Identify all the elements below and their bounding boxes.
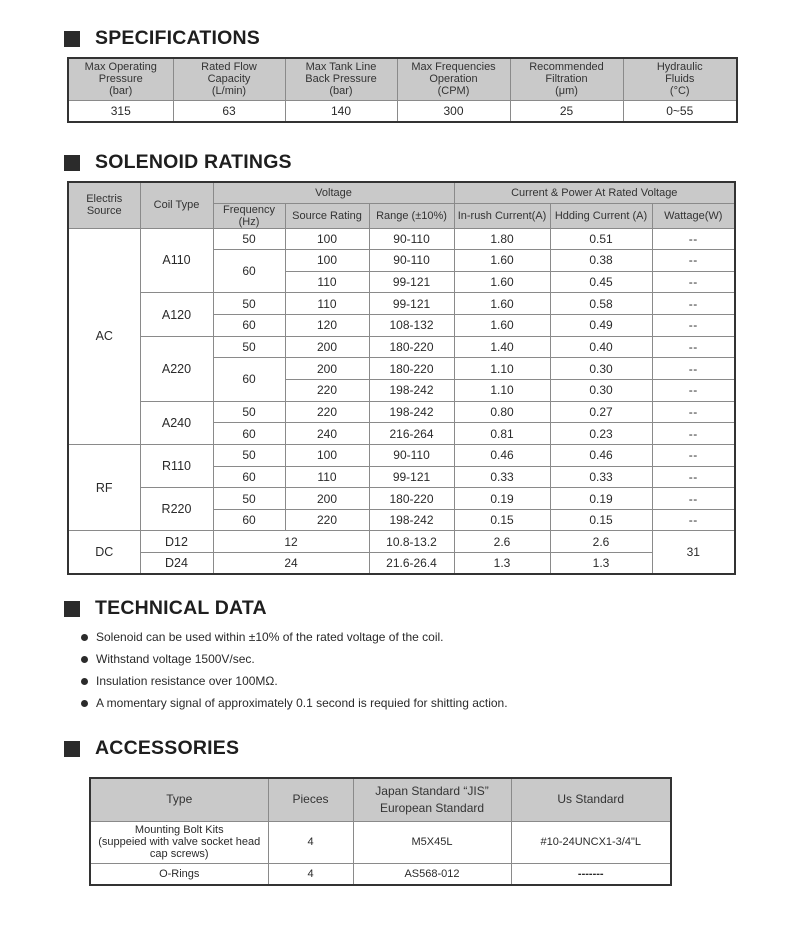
frequency-cell: 50	[213, 336, 285, 358]
heading-square-icon	[64, 601, 80, 617]
range-cell: 180-220	[369, 358, 454, 380]
rating-cell: 200	[285, 336, 369, 358]
jis-cell: AS568-012	[353, 863, 511, 885]
frequency-cell: 50	[213, 488, 285, 510]
range-cell: 180-220	[369, 488, 454, 510]
spec-value-frequencies: 300	[397, 100, 510, 122]
range-cell: 99-121	[369, 466, 454, 488]
header-frequency: Frequency (Hz)	[213, 203, 285, 228]
spec-value-filtration: 25	[510, 100, 623, 122]
rating-cell: 220	[285, 379, 369, 401]
spec-header-filtration: Recommended Filtration (μm)	[510, 58, 623, 100]
list-item: Solenoid can be used within ±10% of the rated voltage of the coil.	[81, 626, 508, 648]
range-cell: 180-220	[369, 336, 454, 358]
table-row	[68, 444, 735, 466]
wattage-cell: --	[652, 444, 735, 466]
wattage-cell: --	[652, 271, 735, 293]
type-cell: Mounting Bolt Kits (suppeied with valve socket head cap screws)	[90, 821, 268, 863]
header-jis-standard: Japan Standard “JIS” European Standard	[353, 778, 511, 821]
inrush-cell: 1.80	[454, 228, 550, 250]
table-row	[68, 488, 735, 510]
rating-cell: 110	[285, 271, 369, 293]
type-cell: O-Rings	[90, 863, 268, 885]
specifications-table	[67, 57, 738, 123]
range-cell: 108-132	[369, 315, 454, 337]
pieces-cell: 4	[268, 863, 353, 885]
header-electris-source: Electris Source	[68, 182, 140, 228]
range-cell: 198-242	[369, 401, 454, 423]
wattage-cell: --	[652, 466, 735, 488]
heading-square-icon	[64, 155, 80, 171]
spec-value-flow: 63	[173, 100, 285, 122]
accessories-heading	[64, 737, 239, 760]
frequency-cell: 60	[213, 466, 285, 488]
rating-cell: 24	[213, 553, 369, 575]
holding-cell: 0.38	[550, 250, 652, 272]
rating-cell: 220	[285, 509, 369, 531]
inrush-cell: 1.10	[454, 379, 550, 401]
inrush-cell: 0.33	[454, 466, 550, 488]
wattage-cell: --	[652, 401, 735, 423]
wattage-cell: --	[652, 509, 735, 531]
header-holding: Hdding Current (A)	[550, 203, 652, 228]
frequency-cell: 60	[213, 358, 285, 401]
inrush-cell: 1.60	[454, 315, 550, 337]
inrush-cell: 1.40	[454, 336, 550, 358]
table-row	[68, 293, 735, 315]
solenoid-header-row-1	[68, 182, 735, 203]
inrush-cell: 1.10	[454, 358, 550, 380]
header-voltage: Voltage	[213, 182, 454, 203]
technical-title: TECHNICAL DATA	[95, 597, 267, 619]
range-cell: 216-264	[369, 423, 454, 445]
bullet-icon	[81, 678, 88, 685]
accessories-title: ACCESSORIES	[95, 737, 240, 759]
holding-cell: 0.58	[550, 293, 652, 315]
frequency-cell: 60	[213, 509, 285, 531]
technical-bullet-list	[81, 626, 508, 714]
range-cell: 90-110	[369, 228, 454, 250]
frequency-cell: 60	[213, 250, 285, 293]
spec-value-pressure: 315	[68, 100, 173, 122]
coil-r110: R110	[140, 444, 213, 487]
frequency-cell: 50	[213, 401, 285, 423]
source-ac: AC	[68, 228, 140, 444]
table-row	[68, 531, 735, 553]
accessories-table	[89, 777, 672, 886]
spec-value-fluids: 0~55	[623, 100, 737, 122]
range-cell: 90-110	[369, 250, 454, 272]
header-type: Type	[90, 778, 268, 821]
spec-header-pressure: Max Operating Pressure (bar)	[68, 58, 173, 100]
spec-header-flow: Rated Flow Capacity (L/min)	[173, 58, 285, 100]
rating-cell: 110	[285, 466, 369, 488]
table-row	[68, 401, 735, 423]
source-rf: RF	[68, 444, 140, 531]
wattage-cell: --	[652, 488, 735, 510]
holding-cell: 1.3	[550, 553, 652, 575]
specifications-title: SPECIFICATIONS	[95, 27, 260, 49]
coil-d24: D24	[140, 553, 213, 575]
rating-cell: 240	[285, 423, 369, 445]
source-dc: DC	[68, 531, 140, 574]
inrush-cell: 0.15	[454, 509, 550, 531]
wattage-cell: --	[652, 315, 735, 337]
header-range: Range (±10%)	[369, 203, 454, 228]
solenoid-heading	[64, 151, 292, 174]
inrush-cell: 0.46	[454, 444, 550, 466]
spec-header-frequencies: Max Frequencies Operation (CPM)	[397, 58, 510, 100]
us-cell: -------	[511, 863, 671, 885]
table-row	[68, 228, 735, 250]
holding-cell: 0.30	[550, 379, 652, 401]
coil-a240: A240	[140, 401, 213, 444]
spec-value-backpressure: 140	[285, 100, 397, 122]
rating-cell: 200	[285, 488, 369, 510]
table-row	[68, 336, 735, 358]
inrush-cell: 1.60	[454, 250, 550, 272]
rating-cell: 220	[285, 401, 369, 423]
inrush-cell: 1.3	[454, 553, 550, 575]
holding-cell: 0.23	[550, 423, 652, 445]
header-coil-type: Coil Type	[140, 182, 213, 228]
wattage-cell: --	[652, 423, 735, 445]
list-item: A momentary signal of approximately 0.1 second is requied for shitting action.	[81, 692, 508, 714]
wattage-cell: --	[652, 336, 735, 358]
solenoid-ratings-table	[67, 181, 736, 575]
frequency-cell: 50	[213, 228, 285, 250]
frequency-cell: 60	[213, 315, 285, 337]
rating-cell: 100	[285, 228, 369, 250]
dc-wattage-cell: 31	[652, 531, 735, 574]
solenoid-title: SOLENOID RATINGS	[95, 151, 292, 173]
coil-d12: D12	[140, 531, 213, 553]
inrush-cell: 0.19	[454, 488, 550, 510]
range-cell: 198-242	[369, 379, 454, 401]
range-cell: 10.8-13.2	[369, 531, 454, 553]
rating-cell: 100	[285, 250, 369, 272]
range-cell: 99-121	[369, 271, 454, 293]
header-current-power: Current & Power At Rated Voltage	[454, 182, 735, 203]
holding-cell: 0.33	[550, 466, 652, 488]
rating-cell: 120	[285, 315, 369, 337]
heading-square-icon	[64, 31, 80, 47]
table-row	[90, 821, 671, 863]
header-inrush: In-rush Current(A)	[454, 203, 550, 228]
coil-a110: A110	[140, 228, 213, 293]
wattage-cell: --	[652, 228, 735, 250]
range-cell: 99-121	[369, 293, 454, 315]
frequency-cell: 50	[213, 444, 285, 466]
holding-cell: 0.45	[550, 271, 652, 293]
wattage-cell: --	[652, 250, 735, 272]
holding-cell: 0.19	[550, 488, 652, 510]
spec-header-backpressure: Max Tank Line Back Pressure (bar)	[285, 58, 397, 100]
inrush-cell: 1.60	[454, 271, 550, 293]
range-cell: 90-110	[369, 444, 454, 466]
rating-cell: 12	[213, 531, 369, 553]
range-cell: 21.6-26.4	[369, 553, 454, 575]
rating-cell: 100	[285, 444, 369, 466]
pieces-cell: 4	[268, 821, 353, 863]
holding-cell: 0.27	[550, 401, 652, 423]
inrush-cell: 2.6	[454, 531, 550, 553]
inrush-cell: 1.60	[454, 293, 550, 315]
inrush-cell: 0.80	[454, 401, 550, 423]
bullet-icon	[81, 700, 88, 707]
specifications-heading	[64, 27, 260, 50]
holding-cell: 2.6	[550, 531, 652, 553]
jis-cell: M5X45L	[353, 821, 511, 863]
heading-square-icon	[64, 741, 80, 757]
holding-cell: 0.46	[550, 444, 652, 466]
range-cell: 198-242	[369, 509, 454, 531]
rating-cell: 110	[285, 293, 369, 315]
spec-header-row	[68, 58, 737, 100]
header-pieces: Pieces	[268, 778, 353, 821]
holding-cell: 0.30	[550, 358, 652, 380]
header-source-rating: Source Rating	[285, 203, 369, 228]
list-item: Withstand voltage 1500V/sec.	[81, 648, 508, 670]
table-row	[90, 863, 671, 885]
holding-cell: 0.51	[550, 228, 652, 250]
coil-r220: R220	[140, 488, 213, 531]
header-us-standard: Us Standard	[511, 778, 671, 821]
holding-cell: 0.15	[550, 509, 652, 531]
coil-a220: A220	[140, 336, 213, 401]
technical-heading	[64, 597, 267, 620]
wattage-cell: --	[652, 379, 735, 401]
us-cell: #10-24UNCX1-3/4"L	[511, 821, 671, 863]
header-wattage: Wattage(W)	[652, 203, 735, 228]
list-item: Insulation resistance over 100MΩ.	[81, 670, 508, 692]
bullet-icon	[81, 634, 88, 641]
holding-cell: 0.49	[550, 315, 652, 337]
rating-cell: 200	[285, 358, 369, 380]
wattage-cell: --	[652, 358, 735, 380]
coil-a120: A120	[140, 293, 213, 336]
spec-value-row	[68, 100, 737, 122]
table-row	[68, 553, 735, 575]
spec-header-fluids: Hydraulic Fluids (°C)	[623, 58, 737, 100]
frequency-cell: 50	[213, 293, 285, 315]
inrush-cell: 0.81	[454, 423, 550, 445]
bullet-icon	[81, 656, 88, 663]
frequency-cell: 60	[213, 423, 285, 445]
holding-cell: 0.40	[550, 336, 652, 358]
accessories-header-row	[90, 778, 671, 821]
wattage-cell: --	[652, 293, 735, 315]
